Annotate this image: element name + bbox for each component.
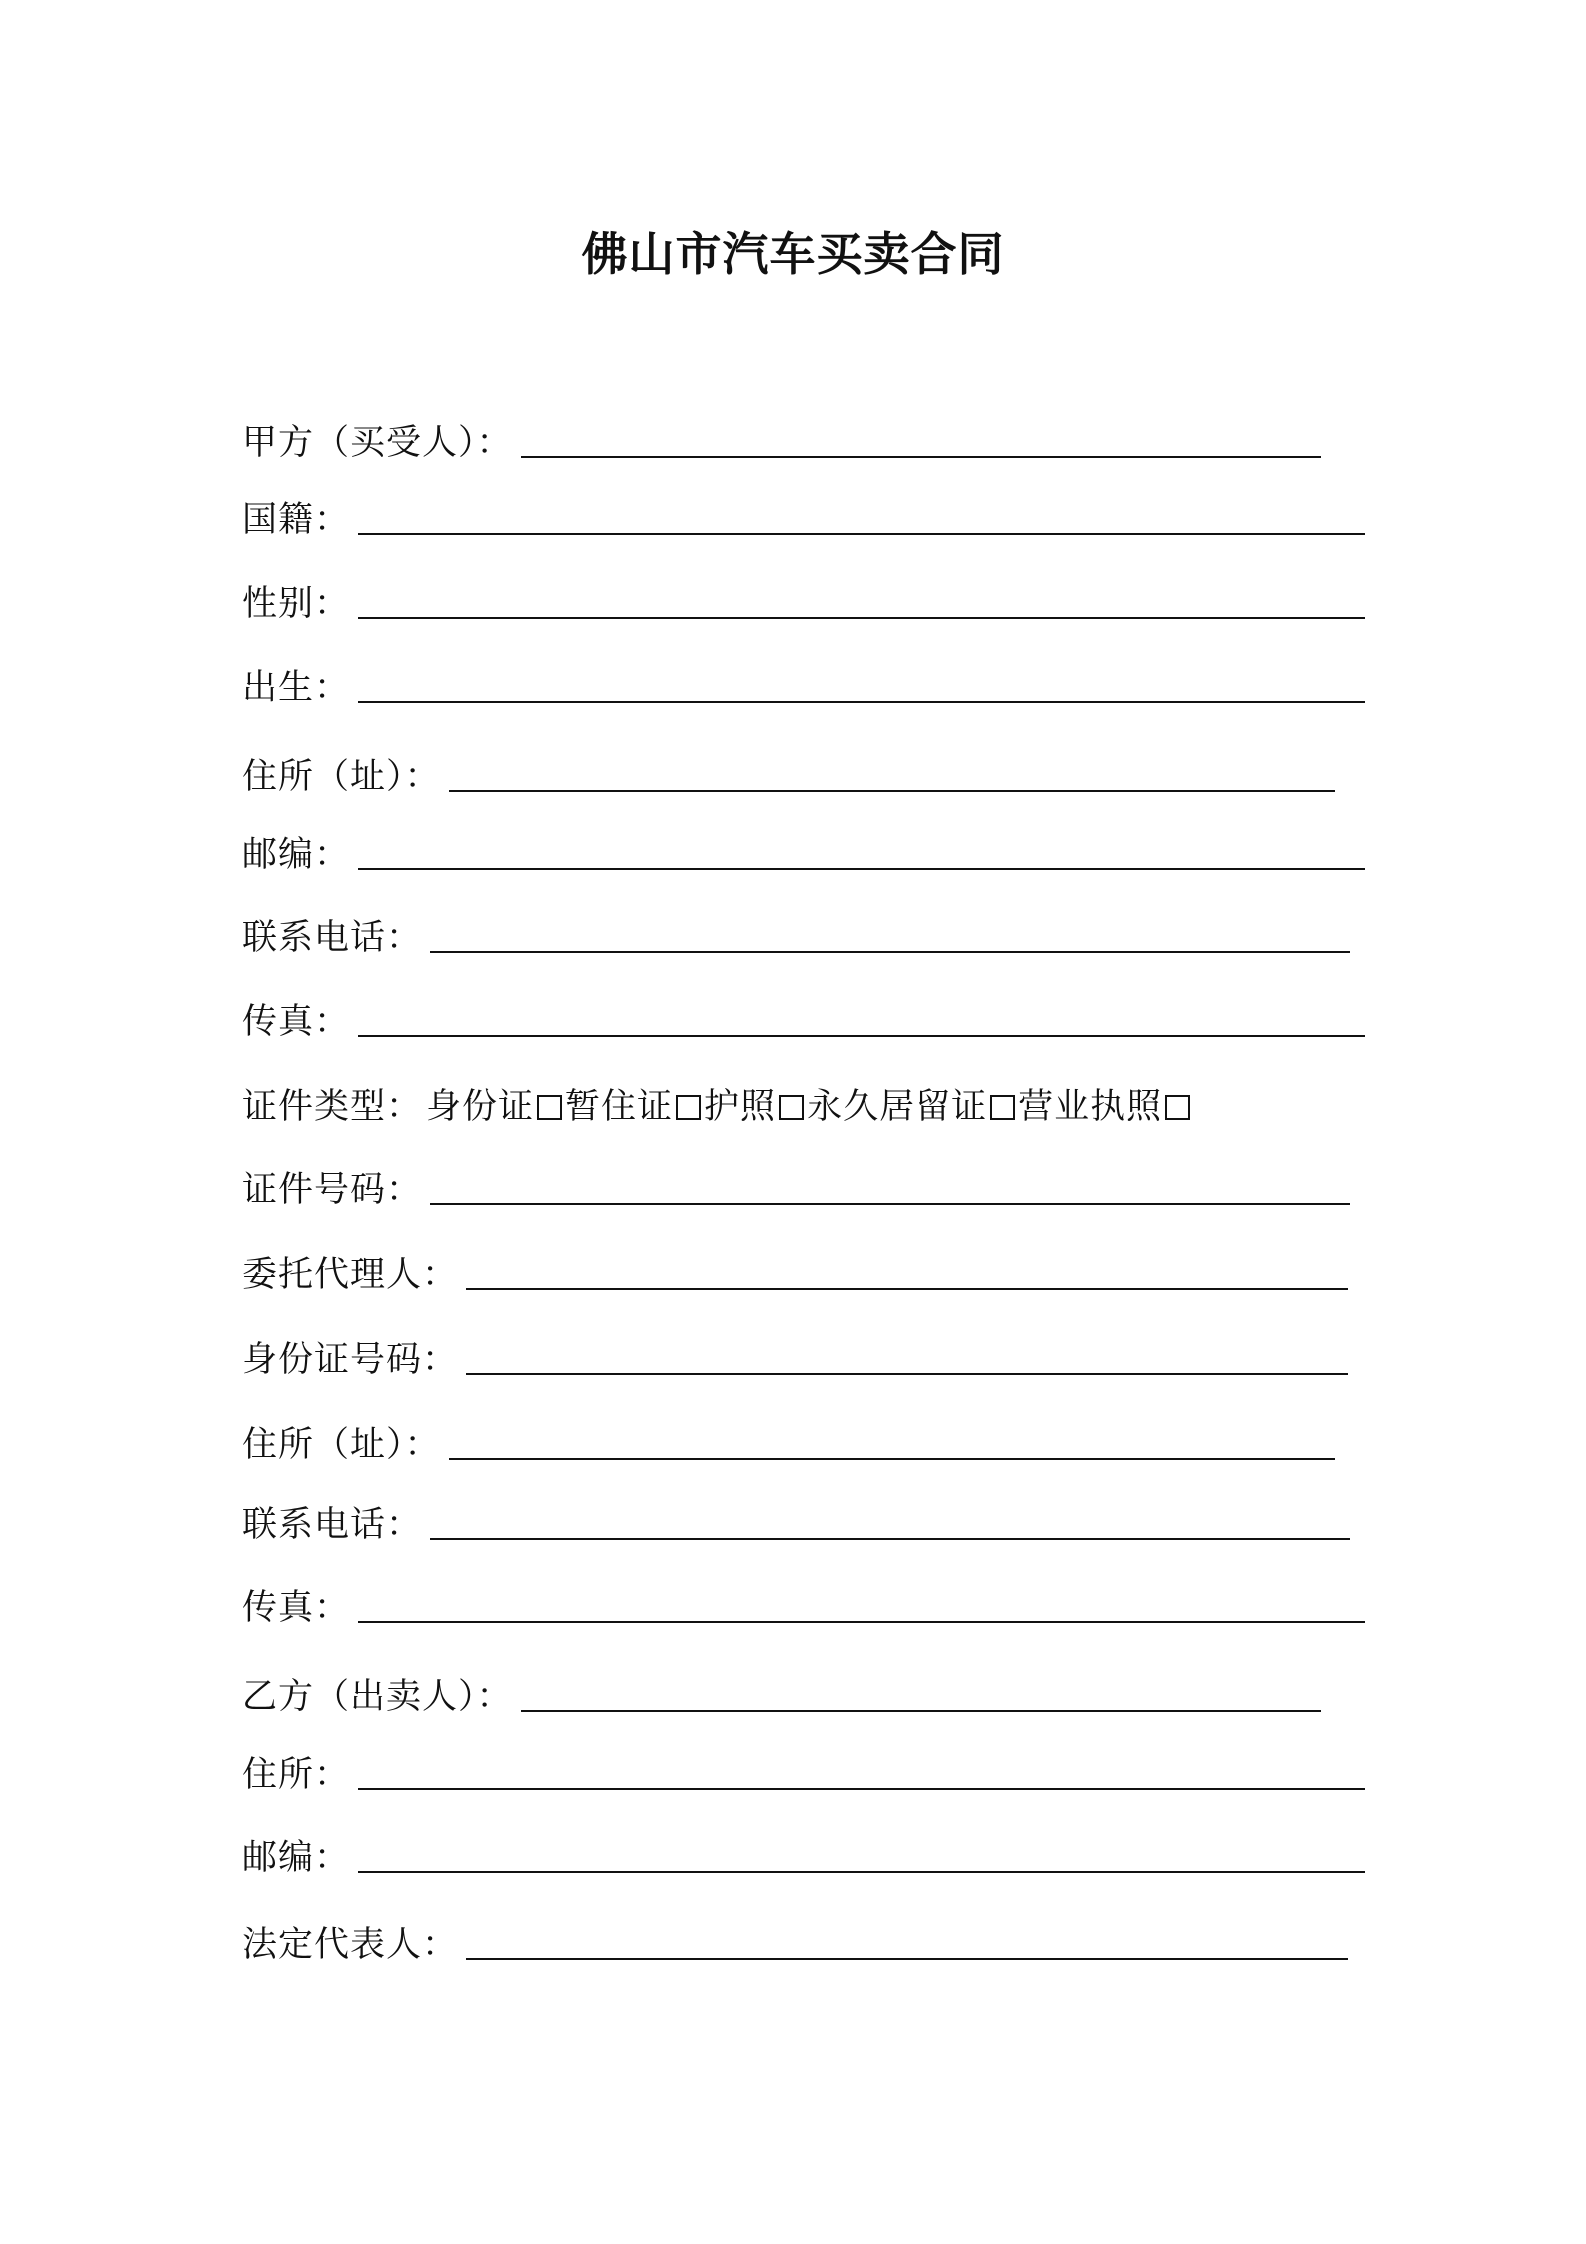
field-agent-address bbox=[242, 1420, 1335, 1470]
fill-line[interactable] bbox=[466, 1920, 1348, 1960]
field-label: 住所： bbox=[242, 1755, 351, 1795]
field-agent-fax bbox=[242, 1583, 1365, 1633]
checkbox-icon[interactable] bbox=[990, 1095, 1015, 1120]
field-label: 乙方（出卖人）： bbox=[242, 1677, 513, 1717]
field-label: 传真： bbox=[242, 1588, 351, 1628]
option-label: 身份证 bbox=[426, 1087, 535, 1127]
fill-line[interactable] bbox=[358, 1833, 1365, 1873]
fill-line[interactable] bbox=[430, 913, 1350, 953]
field-id-type bbox=[242, 1082, 1193, 1132]
field-label: 甲方（买受人）： bbox=[242, 423, 513, 463]
fill-line[interactable] bbox=[430, 1500, 1350, 1540]
fill-line[interactable] bbox=[358, 1750, 1365, 1790]
field-legal-representative bbox=[242, 1920, 1348, 1970]
fill-line[interactable] bbox=[358, 997, 1365, 1037]
field-label: 身份证号码： bbox=[242, 1340, 459, 1380]
fill-line[interactable] bbox=[449, 752, 1335, 792]
fill-line[interactable] bbox=[466, 1250, 1348, 1290]
fill-line[interactable] bbox=[358, 579, 1365, 619]
fill-line[interactable] bbox=[449, 1420, 1335, 1460]
field-party-b bbox=[242, 1672, 1321, 1722]
field-birth bbox=[242, 663, 1365, 713]
field-label: 住所（址）： bbox=[242, 757, 441, 797]
field-label: 法定代表人： bbox=[242, 1925, 459, 1965]
checkbox-icon[interactable] bbox=[779, 1095, 804, 1120]
fill-line[interactable] bbox=[358, 663, 1365, 703]
field-nationality bbox=[242, 495, 1365, 545]
fill-line[interactable] bbox=[358, 495, 1365, 535]
field-address bbox=[242, 752, 1335, 802]
field-party-a bbox=[242, 418, 1321, 468]
field-agent bbox=[242, 1250, 1348, 1300]
field-label: 传真： bbox=[242, 1002, 351, 1042]
field-label: 国籍： bbox=[242, 500, 351, 540]
field-label: 证件号码： bbox=[242, 1170, 423, 1210]
field-id-number bbox=[242, 1165, 1350, 1215]
field-phone bbox=[242, 913, 1350, 963]
field-label: 出生： bbox=[242, 668, 351, 708]
field-gender bbox=[242, 579, 1365, 629]
fill-line[interactable] bbox=[358, 830, 1365, 870]
field-agent-id-number bbox=[242, 1335, 1348, 1385]
field-label: 性别： bbox=[242, 584, 351, 624]
field-label: 委托代理人： bbox=[242, 1255, 459, 1295]
field-label: 联系电话： bbox=[242, 1505, 423, 1545]
option-label: 营业执照 bbox=[1018, 1087, 1163, 1127]
checkbox-icon[interactable] bbox=[1165, 1095, 1190, 1120]
field-label: 住所（址）： bbox=[242, 1425, 441, 1465]
id-type-options bbox=[426, 1082, 1193, 1132]
document-title: 佛山市汽车买卖合同 bbox=[581, 227, 1005, 281]
field-label: 证件类型： bbox=[242, 1087, 423, 1127]
field-postcode bbox=[242, 830, 1365, 880]
option-business-license[interactable] bbox=[1018, 1082, 1193, 1132]
fill-line[interactable] bbox=[430, 1165, 1350, 1205]
option-label: 暂住证 bbox=[565, 1087, 674, 1127]
option-label: 永久居留证 bbox=[807, 1087, 988, 1127]
checkbox-icon[interactable] bbox=[537, 1095, 562, 1120]
option-id-card[interactable] bbox=[426, 1082, 565, 1132]
field-agent-phone bbox=[242, 1500, 1350, 1550]
field-fax bbox=[242, 997, 1365, 1047]
fill-line[interactable] bbox=[521, 418, 1321, 458]
checkbox-icon[interactable] bbox=[676, 1095, 701, 1120]
field-party-b-address bbox=[242, 1750, 1365, 1800]
field-label: 邮编： bbox=[242, 1838, 351, 1878]
field-label: 联系电话： bbox=[242, 918, 423, 958]
option-passport[interactable] bbox=[704, 1082, 807, 1132]
field-party-b-postcode bbox=[242, 1833, 1365, 1883]
option-permanent-residence[interactable] bbox=[807, 1082, 1018, 1132]
option-temp-residence[interactable] bbox=[565, 1082, 704, 1132]
option-label: 护照 bbox=[704, 1087, 777, 1127]
fill-line[interactable] bbox=[358, 1583, 1365, 1623]
fill-line[interactable] bbox=[466, 1335, 1348, 1375]
fill-line[interactable] bbox=[521, 1672, 1321, 1712]
field-label: 邮编： bbox=[242, 835, 351, 875]
